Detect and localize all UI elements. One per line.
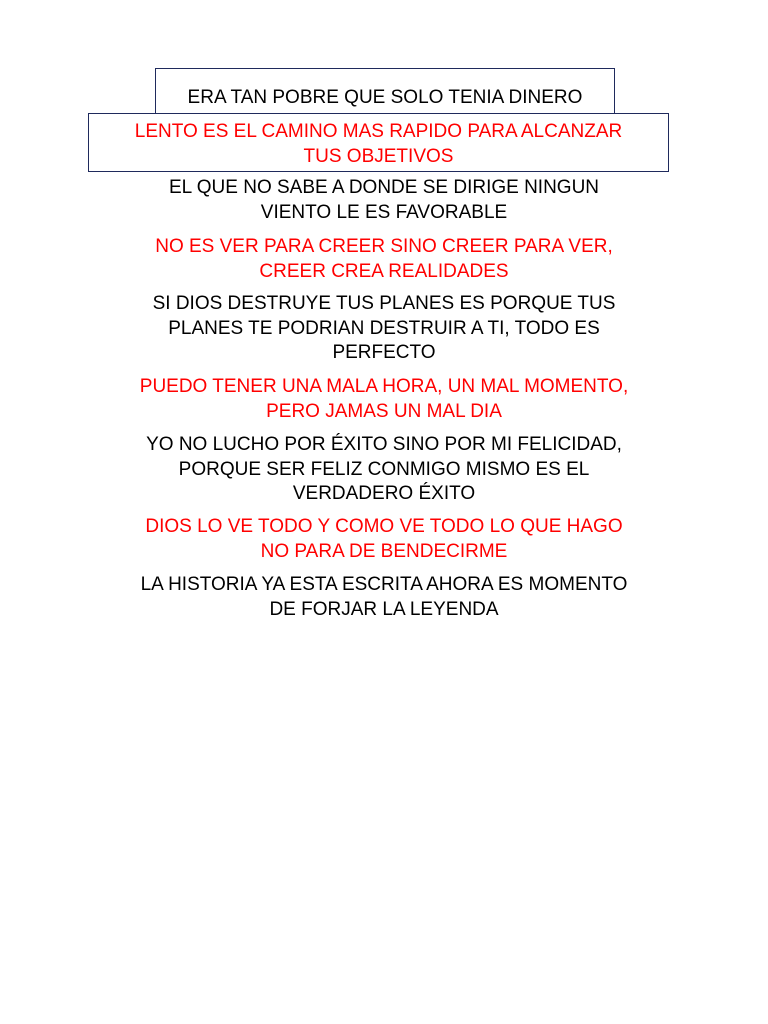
quote-box-2 <box>88 113 669 172</box>
quote-6: PUEDO TENER UNA MALA HORA, UN MAL MOMENTO, PERO JAMAS UN MAL DIA <box>139 376 629 422</box>
quote-4: NO ES VER PARA CREER SINO CREER PARA VER, CREER CREA REALIDADES <box>155 236 613 282</box>
quote-2: LENTO ES EL CAMINO MAS RAPIDO PARA ALCANZAR TUS OBJETIVOS <box>134 121 623 167</box>
quote-box-1 <box>155 68 615 114</box>
quote-7: YO NO LUCHO POR ÉXITO SINO POR MI FELICIDAD, PORQUE SER FELIZ CONMIGO MISMO ES EL VERDADERO ÉXITO <box>146 434 622 504</box>
quote-1: ERA TAN POBRE QUE SOLO TENIA DINERO <box>187 87 583 108</box>
quote-9: LA HISTORIA YA ESTA ESCRITA AHORA ES MOMENTO DE FORJAR LA LEYENDA <box>140 574 628 620</box>
quote-8: DIOS LO VE TODO Y COMO VE TODO LO QUE HAGO NO PARA DE BENDECIRME <box>145 516 623 562</box>
quote-3: EL QUE NO SABE A DONDE SE DIRIGE NINGUN VIENTO LE ES FAVORABLE <box>168 177 600 223</box>
quote-5: SI DIOS DESTRUYE TUS PLANES ES PORQUE TUS PLANES TE PODRIAN DESTRUIR A TI, TODO ES PERFECTO <box>152 293 616 363</box>
